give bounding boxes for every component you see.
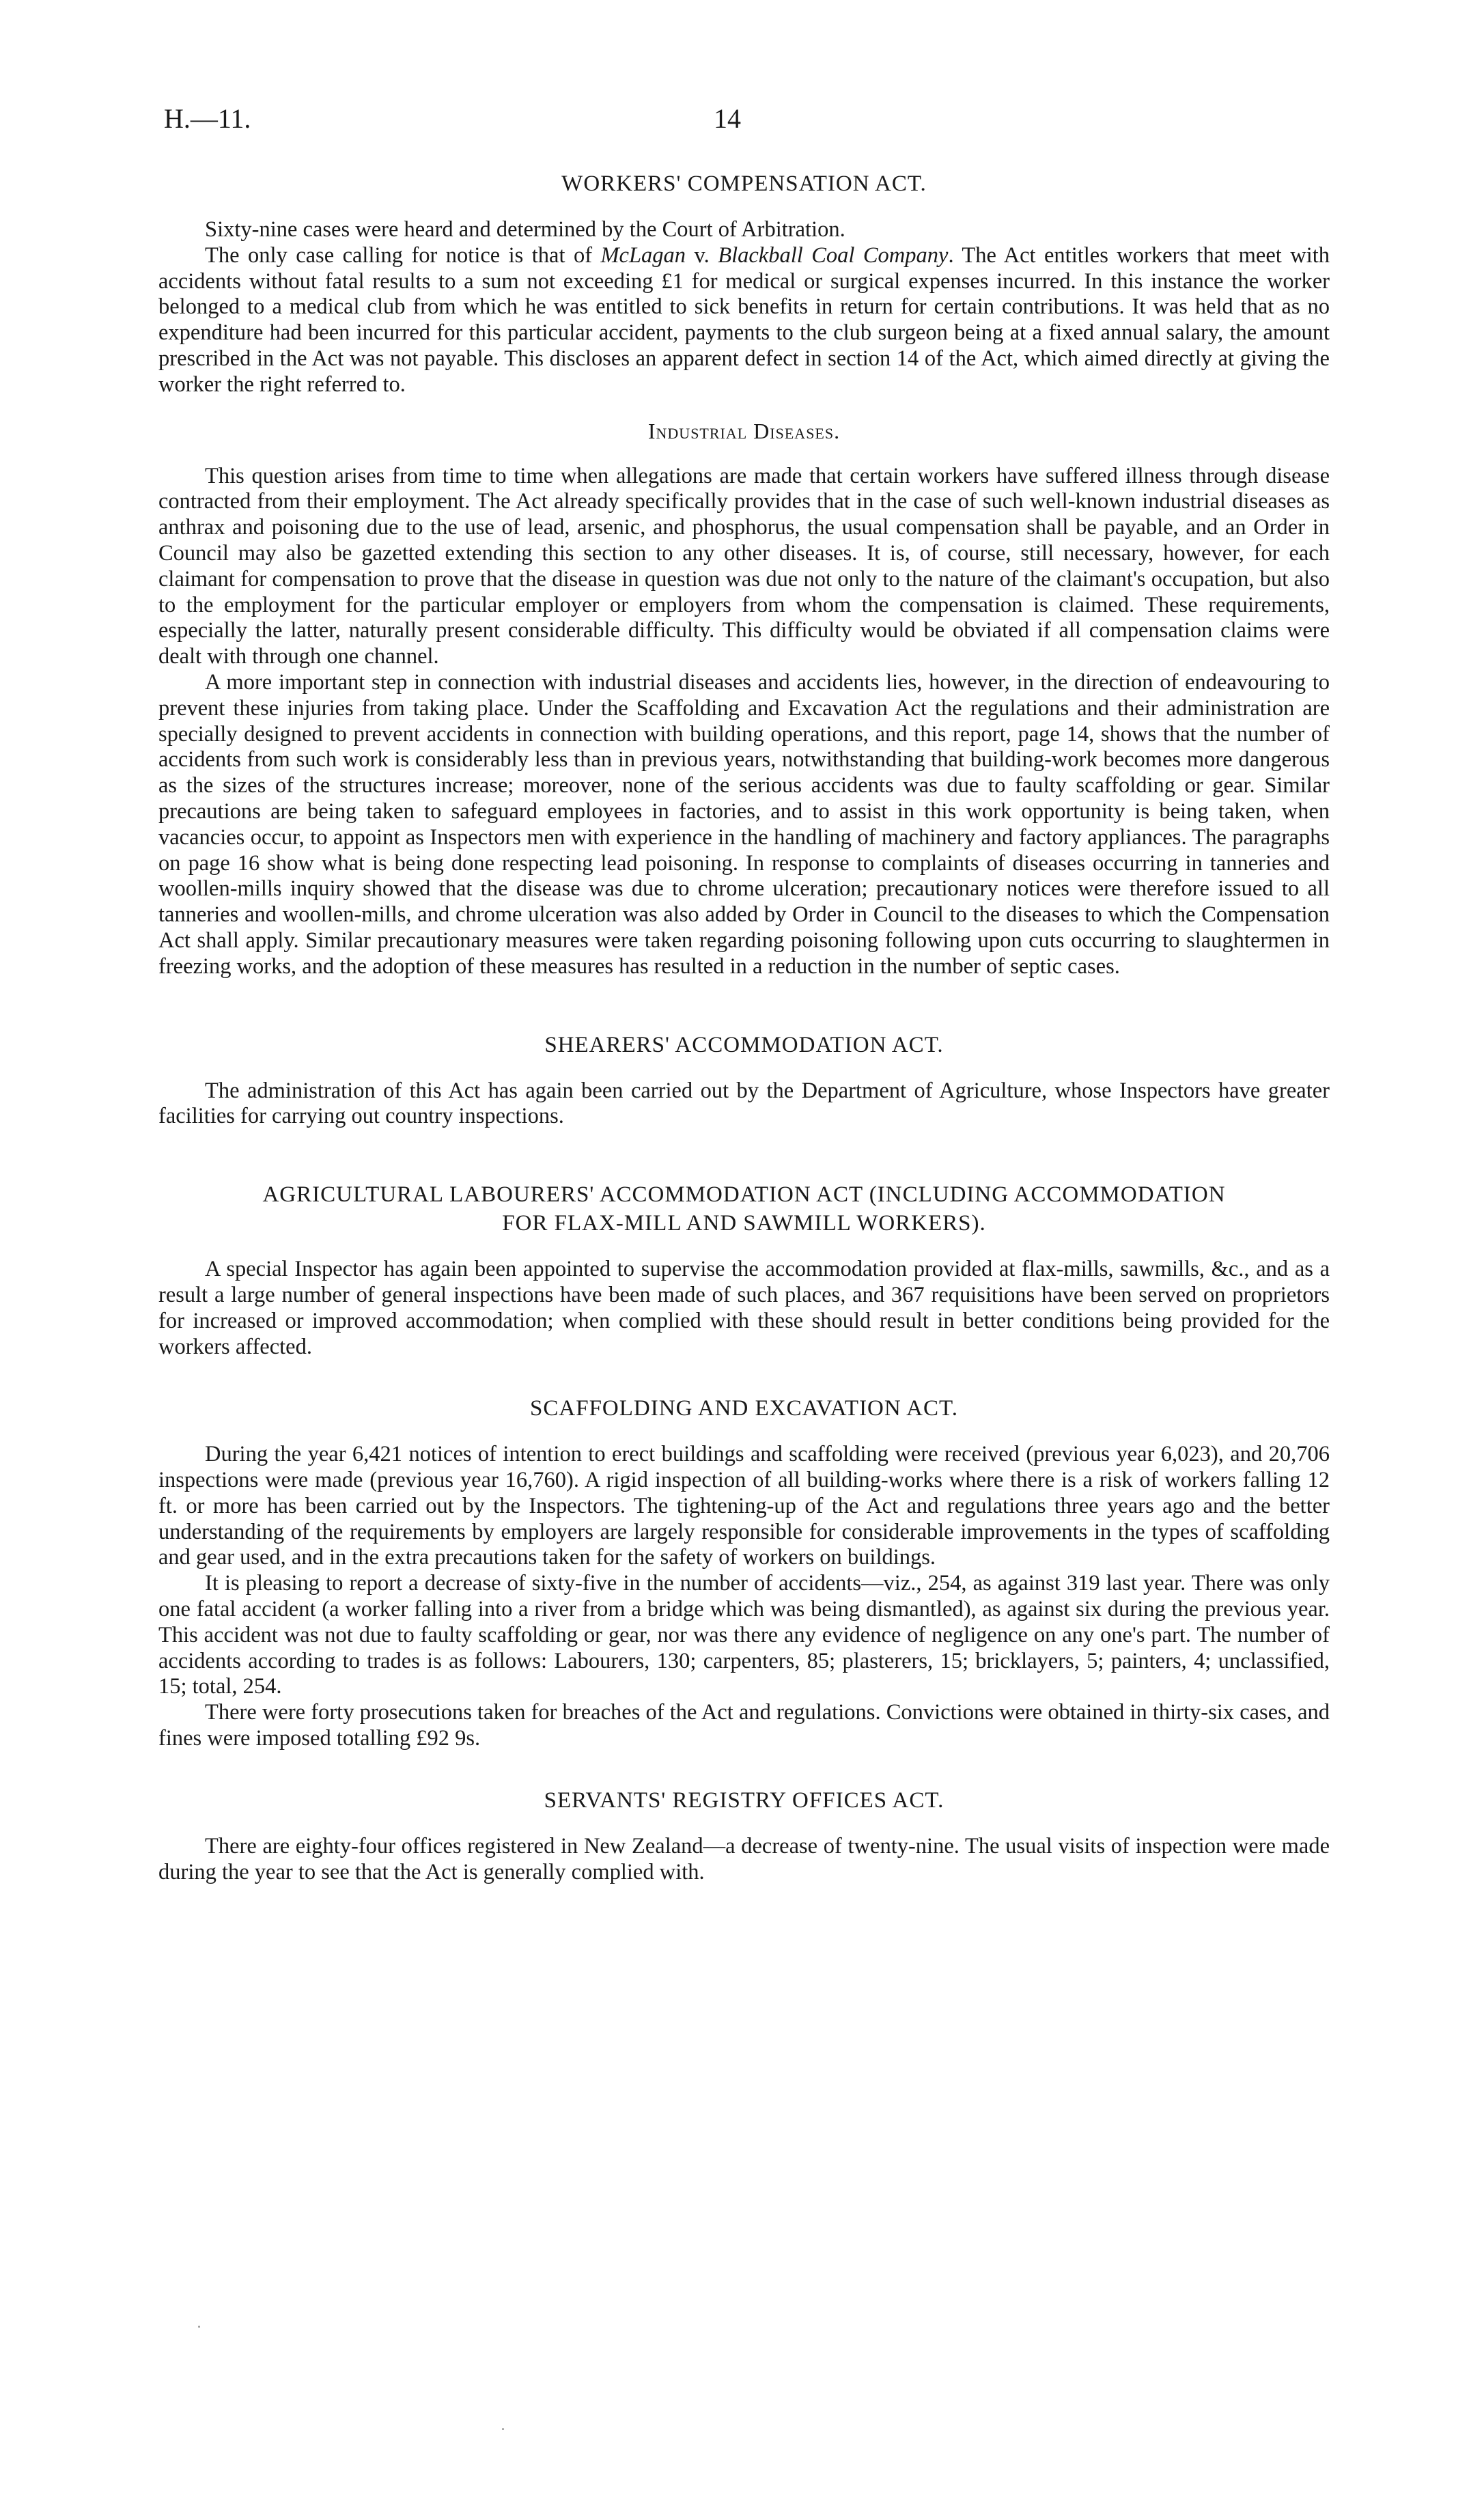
- subsection-heading: Industrial Diseases.: [647, 418, 841, 443]
- section-heading: SHEARERS' ACCOMMODATION ACT.: [544, 1032, 944, 1057]
- paragraph: Sixty-nine cases were heard and determined by the Court of Arbitration.: [205, 217, 845, 242]
- paragraph: The administration of this Act has again been carried out by the Department of Agriculture, whose Inspectors have greater facilities for carrying out country inspections.: [158, 1078, 1330, 1129]
- section-servants-registry: [158, 1786, 1330, 1886]
- text-run: The only case calling for notice is that of: [205, 242, 601, 268]
- document-reference: H.—11.: [164, 103, 251, 134]
- paragraph: It is pleasing to report a decrease of sixty-five in the number of accidents—viz., 254, as against 319 last year. There was only one fatal accident (a worker falling into a river from a bridge which was being dismantled), as against six during the previous year. This accident was not due to faulty scaffolding or gear, nor was there any evidence of negligence on any one's part. The number of accidents according to trades is as follows: Labourers, 130; carpenters, 85; plasterers, 15; bricklayers, 5; painters, 4; unclassified, 15; total, 254.: [158, 1571, 1330, 1699]
- paragraph: During the year 6,421 notices of intention to erect buildings and scaffolding were received (previous year 6,023), and 20,706 inspections were made (previous year 16,760). A rigid inspection of all building-works where there is a risk of workers falling 12 ft. or more has been carried out by the Inspectors. The tightening-up of the Act and regulations three years ago and the better understanding of the requirements by employers are largely responsible for considerable improvements in the types of scaffolding and gear used, and in the extra precautions taken for the safety of workers on buildings.: [158, 1442, 1330, 1570]
- paragraph: There are eighty-four offices registered in New Zealand—a decrease of twenty-nine. The usual visits of inspection were made during the year to see that the Act is generally complied with.: [158, 1833, 1330, 1884]
- section-heading: WORKERS' COMPENSATION ACT.: [561, 171, 927, 196]
- case-name: Blackball Coal Company: [718, 242, 949, 268]
- section-scaffolding-excavation: [158, 1394, 1330, 1752]
- section-shearers-accommodation: [158, 1031, 1330, 1130]
- paragraph: This question arises from time to time when allegations are made that certain workers have suffered illness through disease contracted from their employment. The Act already specifically provides that in the case of such well-known industrial diseases as anthrax and poisoning due to the use of lead, arsenic, and phosphorus, the usual compensation shall be payable, and an Order in Council may also be gazetted extending this section to any other diseases. It is, of course, still necessary, however, for each claimant for compensation to prove that the disease in question was due not only to the nature of the claimant's occupation, but also to the employment for the particular employer or employers from whom the compensation is claimed. These requirements, especially the latter, naturally present considerable difficulty. This difficulty would be obviated if all compensation claims were dealt with through one channel.: [158, 463, 1330, 669]
- paragraph: A more important step in connection with industrial diseases and accidents lies, however, in the direction of endeavouring to prevent these injuries from taking place. Under the Scaffolding and Excavation Act the regulations and their administration are specially designed to prevent accidents in connection with building operations, and this report, page 14, shows that the number of accidents from such work is considerably less than in previous years, notwithstanding that building-work becomes more dangerous as the sizes of the structures increase; moreover, none of the serious accidents was due to faulty scaffolding or gear. Similar precautions are being taken to safeguard employees in factories, and to assist in this work opportunity is being taken, when vacancies occur, to appoint as Inspectors men with experience in the handling of machinery and factory appliances. The paragraphs on page 16 show what is being done respecting lead poisoning. In response to complaints of diseases occurring in tanneries and woollen-mills inquiry showed that the disease was due to chrome ulceration; precautionary notices were therefore issued to all tanneries and woollen-mills, and chrome ulceration was also added by Order in Council to the diseases to which the Compensation Act shall apply. Similar precautionary measures were taken regarding poisoning following upon cuts occurring to slaughtermen in freezing works, and the adoption of these measures has resulted in a reduction in the number of septic cases.: [158, 669, 1330, 979]
- text-run: . The Act entitles workers that meet with accidents without fatal results to a sum not exceeding £1 for medical or surgical expenses incurred. In this instance the worker belonged to a medical club from which he was entitled to sick benefits in return for certain contributions. It was held that as no expenditure had been incurred for this particular accident, payments to the club surgeon being at a fixed annual salary, the amount prescribed in the Act was not payable. This discloses an apparent defect in section 14 of the Act, which aimed directly at giving the worker the right referred to.: [158, 242, 1330, 397]
- scan-speck: [502, 2428, 504, 2430]
- scan-speck: [198, 2326, 200, 2328]
- section-heading: AGRICULTURAL LABOURERS' ACCOMMODATION ACT (INCLUDING ACCOMMODATION: [262, 1182, 1226, 1208]
- case-name: McLagan: [600, 242, 686, 268]
- section-workers-compensation: [158, 169, 1330, 980]
- page-number: 14: [714, 103, 741, 134]
- text-run: v.: [686, 242, 718, 268]
- paragraph: There were forty prosecutions taken for breaches of the Act and regulations. Convictions were obtained in thirty-six cases, and fines were imposed totalling £92 9s.: [158, 1700, 1330, 1751]
- page-content: [158, 169, 1330, 1885]
- section-heading: SCAFFOLDING AND EXCAVATION ACT.: [530, 1396, 958, 1421]
- paragraph: A special Inspector has again been appointed to supervise the accommodation provided at flax-mills, sawmills, &c., and as a result a large number of general inspections have been made of such places, and 367 requisitions have been served on proprietors for increased or improved accommodation; when complied with these should result in better conditions being provided for the workers affected.: [158, 1257, 1330, 1359]
- page-header: [0, 102, 1484, 150]
- paragraph: [158, 243, 1330, 398]
- section-agricultural-labourers: [158, 1180, 1330, 1360]
- section-heading: SERVANTS' REGISTRY OFFICES ACT.: [544, 1787, 944, 1813]
- section-heading: FOR FLAX-MILL AND SAWMILL WORKERS).: [502, 1211, 986, 1236]
